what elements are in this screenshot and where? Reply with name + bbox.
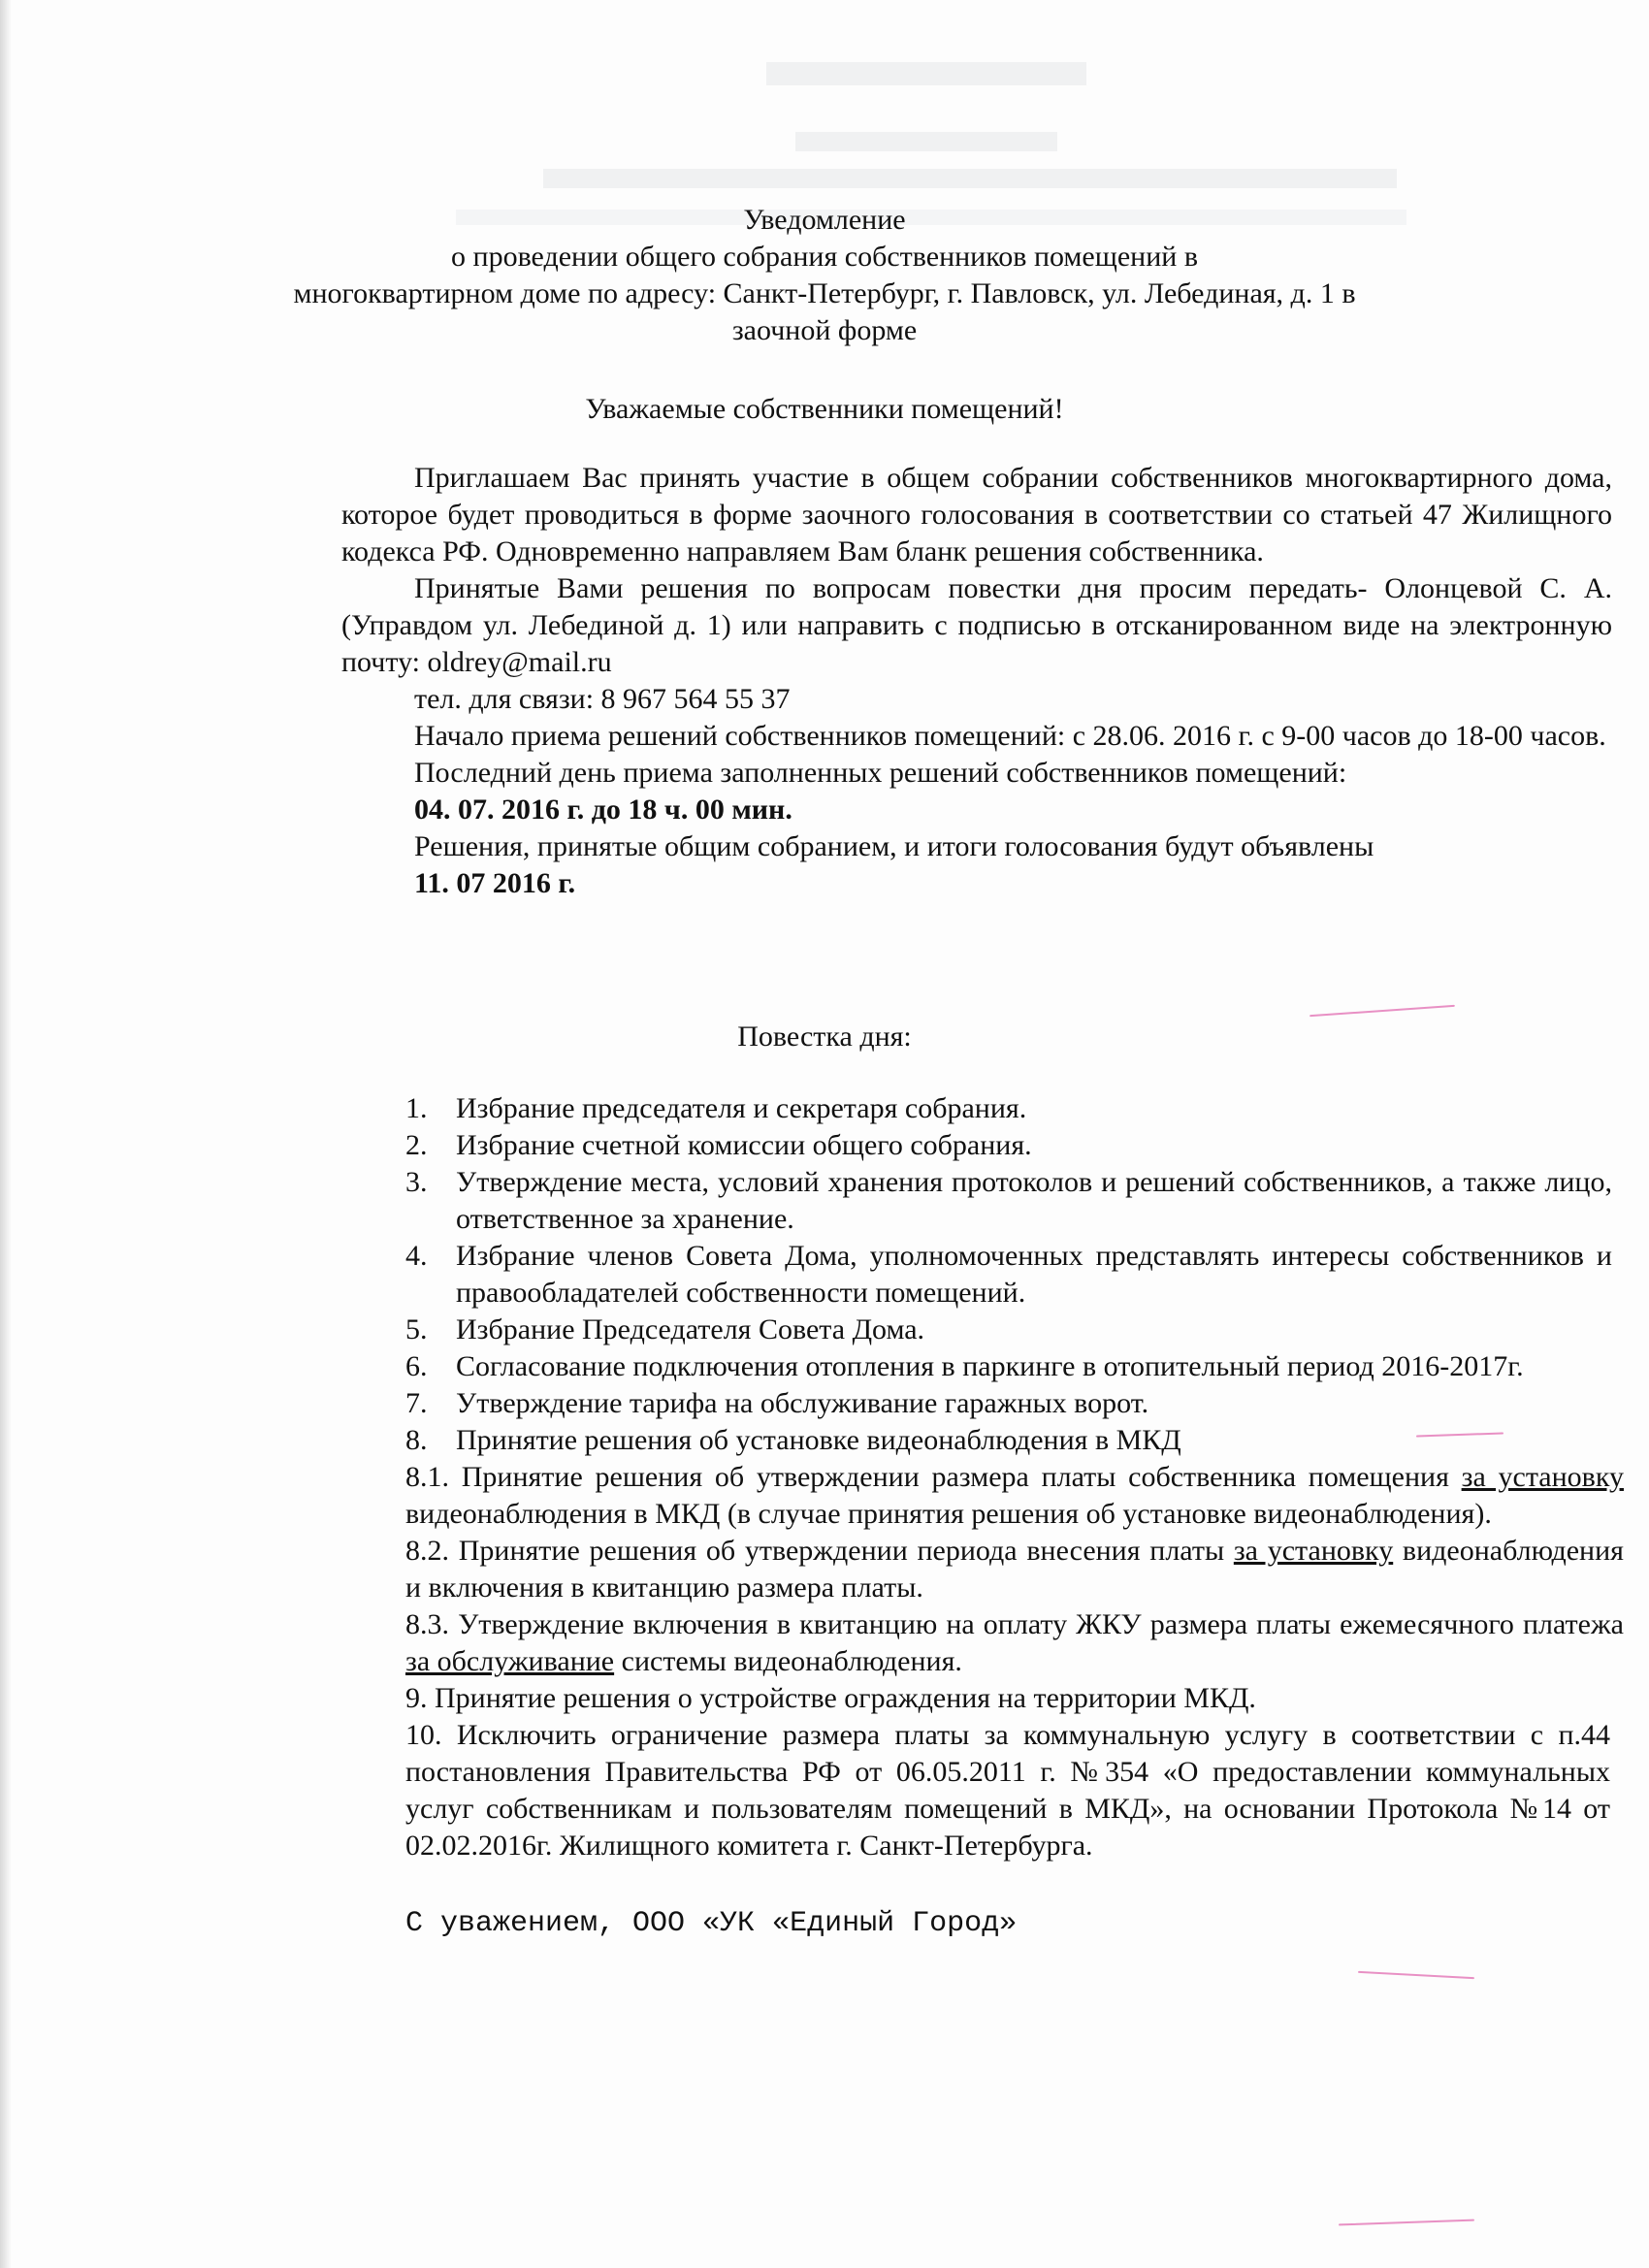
agenda-item-8-1-text: 8.1. Принятие решения об утверждении размера платы собственника помещения (405, 1461, 1462, 1493)
agenda-item-8-3-text-end: системы видеонаблюдения. (614, 1645, 962, 1677)
bleed-through-heading (543, 169, 1397, 188)
agenda-item-8-1-text-end: видеонаблюдения в МКД (в случае принятия решения об установке видеонаблюдения). (405, 1498, 1492, 1530)
agenda-item-text: Принятие решения об установке видеонаблюдения в МКД (456, 1424, 1181, 1456)
agenda-item-8-2-text-end: видеонаблюдения и включения в квитанцию размера платы. (405, 1535, 1624, 1604)
bleed-through-heading (766, 62, 1086, 85)
agenda-item-8-3 (405, 1606, 1624, 1680)
agenda-item (405, 1127, 1612, 1164)
notice-header (0, 202, 1649, 349)
agenda-item-8-3-underlined: за обслуживание (405, 1645, 615, 1677)
notice-title: Уведомление (743, 204, 906, 236)
agenda-item-8-2 (405, 1533, 1624, 1606)
agenda-item-number: 8. (405, 1424, 428, 1456)
notice-body (341, 460, 1612, 902)
notice-subtitle-line-2: многоквартирном доме по адресу: Санкт-Петербург, г. Павловск, ул. Лебединая, д. 1 в (293, 277, 1356, 309)
results-label: Решения, принятые общим собранием, и итоги голосования будут объявлены (414, 830, 1374, 862)
results-date: 11. 07 2016 г. (414, 867, 576, 899)
agenda-item-text: Избрание председателя и секретаря собрания. (456, 1092, 1027, 1124)
highlighter-mark (1358, 1971, 1474, 1979)
agenda-item-8-3-text: 8.3. Утверждение включения в квитанцию на оплату ЖКУ размера платы ежемесячного платежа (405, 1608, 1624, 1640)
agenda-item (405, 1238, 1612, 1312)
agenda-item-number: 3. (405, 1166, 428, 1198)
highlighter-mark (1339, 2219, 1474, 2226)
deadline-label: Последний день приема заполненных решений собственников помещений: (414, 757, 1347, 789)
agenda-item (405, 1348, 1612, 1385)
agenda-item (405, 1164, 1612, 1238)
agenda-item-8-2-text: 8.2. Принятие решения об утверждении периода внесения платы (405, 1535, 1234, 1567)
bleed-through-heading (795, 132, 1057, 151)
agenda-item (405, 1385, 1612, 1422)
agenda-sub-items (405, 1459, 1624, 1864)
start-date-paragraph: Начало приема решений собственников помещений: с 28.06. 2016 г. с 9-00 часов до 18-00 часов. (414, 720, 1606, 752)
agenda-list (405, 1090, 1612, 1459)
agenda-item (405, 1422, 1612, 1459)
agenda-item-9: 9. Принятие решения о устройстве ограждения на территории МКД. (405, 1682, 1256, 1714)
agenda-item-text: Избрание членов Совета Дома, уполномоченных представлять интересы собственников и правообладателей собственности помещений. (456, 1240, 1612, 1309)
agenda-item-number: 6. (405, 1350, 428, 1382)
agenda-item-10: 10. Исключить ограничение размера платы за коммунальную услугу в соответствии с п.44 постановления Правительства РФ от 06.05.2011 г. №354 «О предоставлении коммунальных услуг собственникам и пользователям помещений в МКД», на основании Протокола №14 от 02.02.2016г. Жилищного комитета г. Санкт-Петербурга. (405, 1719, 1610, 1862)
agenda-item-text: Согласование подключения отопления в паркинге в отопительный период 2016-2017г. (456, 1350, 1524, 1382)
agenda-item-text: Избрание счетной комиссии общего собрания. (456, 1129, 1032, 1161)
agenda-item (405, 1090, 1612, 1127)
agenda-item-8-1-underlined: за установку (1461, 1461, 1624, 1493)
greeting: Уважаемые собственники помещений! (585, 393, 1064, 425)
agenda-title: Повестка дня: (737, 1021, 912, 1053)
invitation-paragraph: Приглашаем Вас принять участие в общем собрании собственников многоквартирного дома, которое будет проводиться в форме заочного голосования в соответствии со статьей 47 Жилищного кодекса РФ. Одновременно направляем Вам бланк решения собственника. (341, 462, 1612, 567)
agenda-item-number: 7. (405, 1387, 428, 1419)
notice-subtitle-line-1: о проведении общего собрания собственников помещений в (451, 241, 1198, 273)
agenda-item-number: 4. (405, 1240, 428, 1272)
submission-paragraph: Принятые Вами решения по вопросам повестки дня просим передать- Олонцевой С. А. (Управдом ул. Лебединой д. 1) или направить с подписью в отсканированном виде на электронную почту: oldrey@mail.ru (341, 572, 1612, 678)
agenda-item-text: Утверждение тарифа на обслуживание гаражных ворот. (456, 1387, 1149, 1419)
contact-phone: тел. для связи: 8 967 564 55 37 (414, 683, 791, 715)
agenda-item-text: Избрание Председателя Совета Дома. (456, 1313, 925, 1345)
agenda-item-8-2-underlined: за установку (1233, 1535, 1394, 1567)
agenda-item (405, 1312, 1612, 1348)
agenda-item-number: 2. (405, 1129, 428, 1161)
highlighter-mark (1310, 1005, 1455, 1017)
notice-subtitle-line-3: заочной форме (731, 314, 918, 346)
agenda-item-number: 5. (405, 1313, 428, 1345)
signature-line: С уважением, ООО «УК «Единый Город» (405, 1907, 1018, 1940)
agenda-item-text: Утверждение места, условий хранения протоколов и решений собственников, а также лицо, ответственное за хранение. (456, 1166, 1612, 1235)
deadline-date: 04. 07. 2016 г. до 18 ч. 00 мин. (414, 794, 792, 826)
agenda-item-8-1 (405, 1459, 1624, 1533)
agenda-item-number: 1. (405, 1092, 428, 1124)
